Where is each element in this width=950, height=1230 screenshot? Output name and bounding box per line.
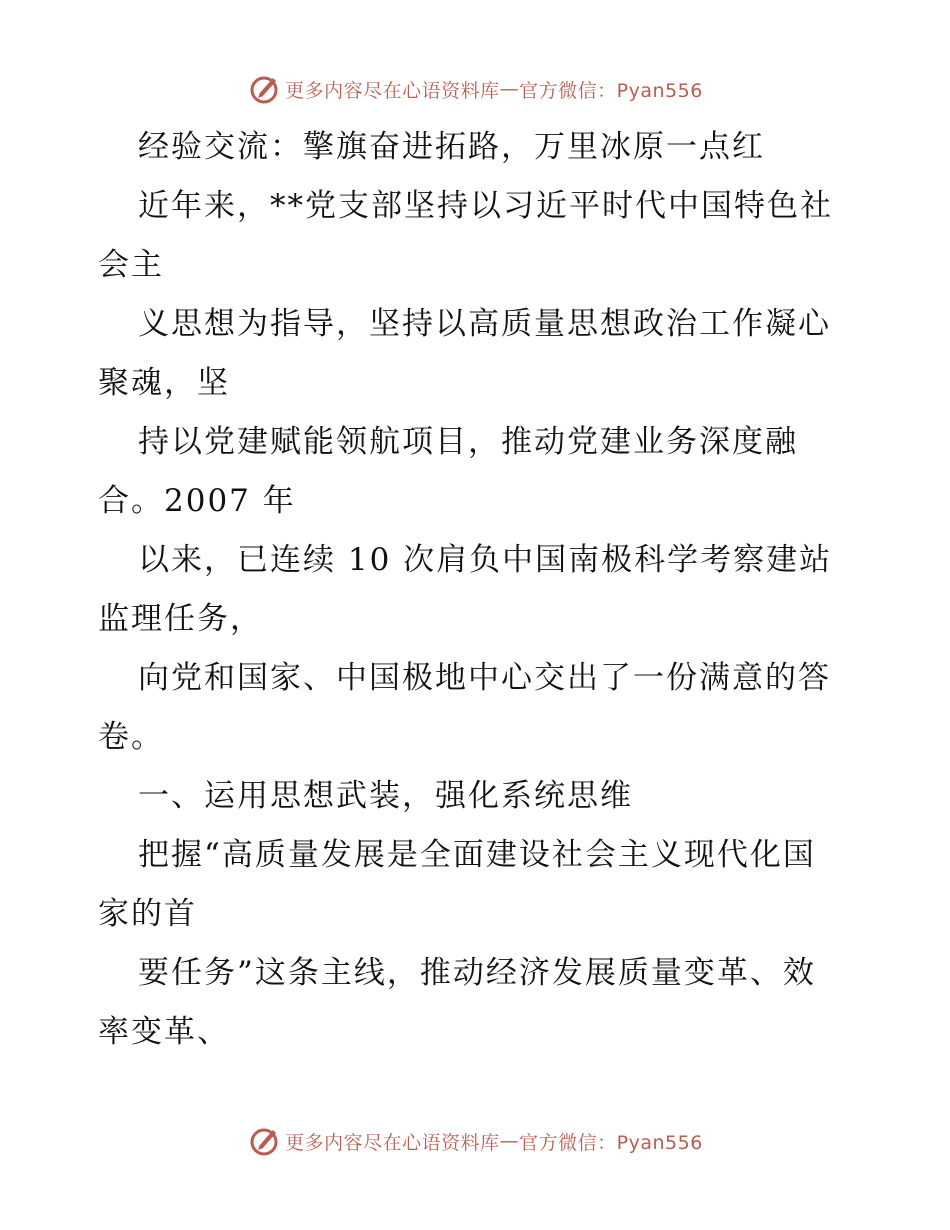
doc-line: 持以党建赋能领航项目，推动党建业务深度融: [138, 424, 798, 460]
watermark-separator: —: [499, 78, 520, 100]
doc-line: 会主: [98, 247, 164, 283]
section-heading: 一、运用思想武装，强化系统思维: [138, 778, 633, 814]
doc-line: 监理任务，: [98, 601, 263, 637]
header-watermark: [0, 72, 950, 106]
pen-logo-icon: [247, 1124, 281, 1158]
doc-title: 经验交流：擎旗奋进拓路，万里冰原一点红: [138, 129, 765, 165]
doc-line: 以来，已连续 10 次肩负中国南极科学考察建站: [138, 542, 833, 578]
doc-line: 向党和国家、中国极地中心交出了一份满意的答: [138, 660, 831, 696]
doc-line: 卷。: [98, 719, 164, 755]
doc-line: 聚魂，坚: [98, 365, 230, 401]
doc-line: 把握“高质量发展是全面建设社会主义现代化国: [138, 837, 816, 873]
doc-line: 率变革、: [98, 1014, 230, 1050]
doc-line: 要任务”这条主线，推动经济发展质量变革、效: [138, 955, 816, 991]
footer-watermark: [0, 1124, 950, 1158]
doc-line: 近年来，**党支部坚持以习近平时代中国特色社: [138, 188, 833, 224]
watermark-separator: —: [499, 1130, 520, 1152]
doc-line: 合。2007 年: [98, 483, 296, 519]
doc-line: 义思想为指导，坚持以高质量思想政治工作凝心: [138, 306, 831, 342]
watermark-main-text: 更多内容尽在心语资料库: [285, 1131, 500, 1154]
pen-logo-icon: [247, 72, 281, 106]
document-body: [98, 118, 858, 1062]
doc-line: 家的首: [98, 896, 197, 932]
watermark-wechat-text: 官方微信：Pyan556: [519, 1131, 703, 1154]
watermark-wechat-text: 官方微信：Pyan556: [519, 79, 703, 102]
watermark-main-text: 更多内容尽在心语资料库: [285, 79, 500, 102]
